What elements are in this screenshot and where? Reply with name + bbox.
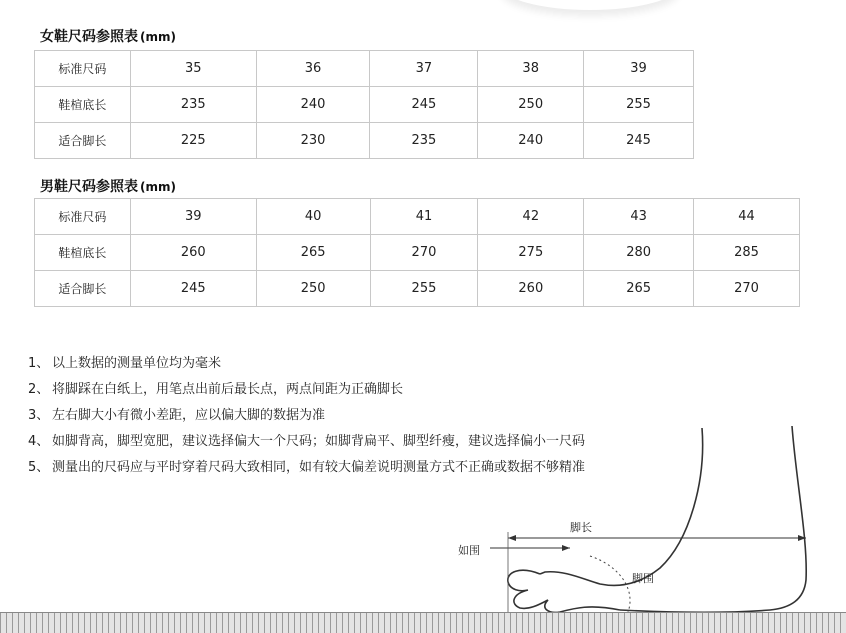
table-cell: 235	[130, 87, 256, 123]
women-unit: (mm)	[140, 30, 176, 44]
ball-girth-label: 如围	[458, 544, 480, 557]
row-label: 鞋楦底长	[35, 87, 131, 123]
table-cell: 255	[370, 271, 478, 307]
table-cell: 260	[130, 235, 256, 271]
row-label: 适合脚长	[35, 271, 131, 307]
note-text: 将脚踩在白纸上，用笔点出前后最长点，两点间距为正确脚长	[52, 382, 404, 397]
note-text: 测量出的尺码应与平时穿着尺码大致相同，如有较大偏差说明测量方式不正确或数据不够精准	[52, 460, 586, 475]
note-number: 2、	[28, 382, 50, 397]
table-cell: 37	[370, 51, 478, 87]
table-cell: 250	[478, 87, 584, 123]
foot-length-label: 脚长	[570, 521, 592, 534]
table-row	[35, 123, 694, 159]
row-label: 标准尺码	[35, 199, 131, 235]
table-cell: 230	[256, 123, 370, 159]
table-cell: 280	[584, 235, 694, 271]
ruler-strip	[0, 612, 846, 633]
table-cell: 225	[130, 123, 256, 159]
table-cell: 255	[584, 87, 694, 123]
table-cell: 265	[256, 235, 370, 271]
table-row	[35, 87, 694, 123]
foot-measurement-diagram	[0, 420, 846, 632]
table-cell: 35	[130, 51, 256, 87]
ball-girth-arrow	[562, 545, 570, 551]
men-table-title	[40, 176, 176, 196]
table-cell: 36	[256, 51, 370, 87]
row-label: 标准尺码	[35, 51, 131, 87]
table-row	[35, 51, 694, 87]
table-cell: 285	[694, 235, 800, 271]
women-table-title	[40, 26, 176, 46]
table-cell: 43	[584, 199, 694, 235]
foot-girth-label: 脚围	[632, 572, 654, 585]
table-cell: 42	[478, 199, 584, 235]
table-cell: 240	[256, 87, 370, 123]
women-title-text: 女鞋尺码参照表	[40, 29, 138, 45]
row-label: 鞋楦底长	[35, 235, 131, 271]
table-cell: 260	[478, 271, 584, 307]
women-size-table	[34, 50, 694, 159]
note-number: 5、	[28, 460, 50, 475]
men-unit: (mm)	[140, 180, 176, 194]
table-cell: 270	[694, 271, 800, 307]
table-row	[35, 271, 800, 307]
table-cell: 245	[130, 271, 256, 307]
table-cell: 245	[370, 87, 478, 123]
men-title-text: 男鞋尺码参照表	[40, 179, 138, 195]
note-text: 如脚背高，脚型宽肥，建议选择偏大一个尺码；如脚背扁平、脚型纤瘦，建议选择偏小一尺码	[52, 434, 586, 449]
note-item	[28, 380, 585, 406]
table-cell: 265	[584, 271, 694, 307]
table-cell: 275	[478, 235, 584, 271]
table-cell: 39	[130, 199, 256, 235]
note-number: 1、	[28, 356, 50, 371]
table-cell: 250	[256, 271, 370, 307]
table-row	[35, 235, 800, 271]
decorative-arc	[500, 0, 680, 10]
table-cell: 38	[478, 51, 584, 87]
foot-outline	[540, 428, 703, 585]
table-cell: 235	[370, 123, 478, 159]
note-number: 3、	[28, 408, 50, 423]
table-row	[35, 199, 800, 235]
table-cell: 41	[370, 199, 478, 235]
table-cell: 44	[694, 199, 800, 235]
note-text: 左右脚大小有微小差距，应以偏大脚的数据为准	[52, 408, 326, 423]
note-number: 4、	[28, 434, 50, 449]
toes-outline	[508, 570, 620, 612]
note-text: 以上数据的测量单位均为毫米	[52, 356, 222, 371]
length-arrow-left	[508, 535, 516, 541]
table-cell: 39	[584, 51, 694, 87]
table-cell: 270	[370, 235, 478, 271]
men-size-table	[34, 198, 800, 307]
row-label: 适合脚长	[35, 123, 131, 159]
table-cell: 245	[584, 123, 694, 159]
note-item	[28, 354, 585, 380]
table-cell: 40	[256, 199, 370, 235]
table-cell: 240	[478, 123, 584, 159]
